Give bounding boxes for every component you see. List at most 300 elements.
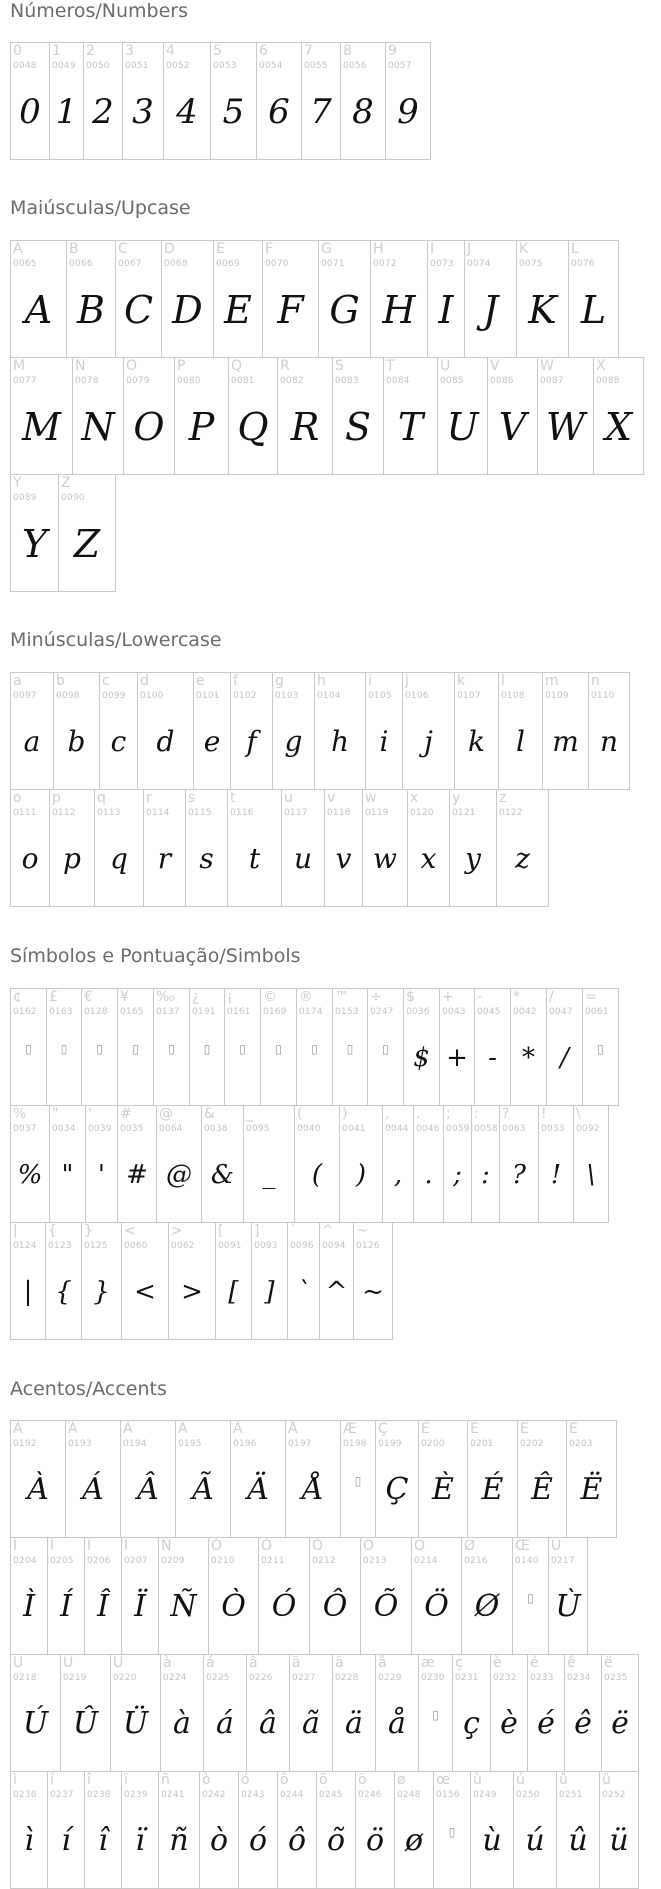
glyph-preview: l <box>516 725 525 758</box>
glyph-preview: 5 <box>222 92 245 132</box>
glyph-code-label: 0251 <box>559 1790 583 1800</box>
glyph-character-label: V <box>490 358 500 374</box>
glyph-preview: k <box>468 725 485 758</box>
glyph-cell <box>251 1222 288 1340</box>
glyph-code-label: 0067 <box>118 259 142 269</box>
glyph-code-label: 0198 <box>343 1439 367 1449</box>
missing-glyph-preview: ▯ <box>60 1042 68 1056</box>
glyph-preview: s <box>199 842 214 875</box>
glyph-preview: ü <box>609 1823 629 1858</box>
glyph-preview: t <box>248 842 261 875</box>
glyph-preview: 3 <box>132 92 154 132</box>
glyph-code-label: 0227 <box>292 1673 316 1683</box>
glyph-character-label: ¥ <box>120 989 129 1005</box>
glyph-cell <box>230 672 273 790</box>
glyph-preview: ] <box>264 1277 275 1307</box>
glyph-code-label: 0074 <box>467 259 491 269</box>
glyph-code-label: 0065 <box>13 259 37 269</box>
glyph-character-label: 4 <box>166 43 175 59</box>
glyph-preview: G <box>329 288 360 332</box>
glyph-character-label: é <box>530 1655 539 1671</box>
glyph-code-label: 0192 <box>13 1439 37 1449</box>
glyph-code-label: 0037 <box>13 1124 37 1134</box>
glyph-character-label: + <box>442 989 454 1005</box>
glyph-preview: $ <box>413 1043 430 1073</box>
glyph-character-label: z <box>499 790 507 806</box>
glyph-code-label: 0048 <box>13 61 37 71</box>
missing-glyph-preview: ▯ <box>597 1042 604 1056</box>
glyph-code-label: 0081 <box>231 376 255 386</box>
glyph-cell <box>72 357 124 475</box>
glyph-cell <box>285 1420 341 1538</box>
glyph-cell <box>117 988 154 1106</box>
glyph-code-label: 0226 <box>249 1673 273 1683</box>
glyph-preview: ø <box>404 1823 424 1858</box>
glyph-code-label: 0034 <box>52 1124 76 1134</box>
glyph-cell <box>407 789 450 907</box>
glyph-character-label: Á <box>68 1421 78 1437</box>
glyph-character-label: s <box>188 790 196 806</box>
glyph-cell <box>175 1420 231 1538</box>
glyph-character-label: û <box>559 1772 568 1788</box>
glyph-code-label: 0058 <box>474 1124 498 1134</box>
glyph-cell <box>542 672 589 790</box>
glyph-cell <box>277 1771 317 1889</box>
glyph-code-label: 0083 <box>335 376 359 386</box>
glyph-code-label: 0202 <box>520 1439 544 1449</box>
glyph-code-label: 0051 <box>125 61 149 71</box>
missing-glyph-preview: ▯ <box>432 1708 439 1722</box>
glyph-preview: Ä <box>247 1472 269 1507</box>
glyph-cell <box>121 1537 159 1655</box>
glyph-code-label: 0094 <box>322 1241 346 1251</box>
glyph-code-label: 0052 <box>166 61 190 71</box>
glyph-preview: ~ <box>362 1277 384 1307</box>
glyph-cell <box>277 357 333 475</box>
glyph-character-label: Ø <box>464 1538 476 1554</box>
glyph-character-label: > <box>171 1223 183 1239</box>
glyph-cell <box>10 672 54 790</box>
glyph-preview: ï <box>135 1823 145 1858</box>
glyph-cell <box>123 357 175 475</box>
glyph-character-label: D <box>164 241 175 257</box>
glyph-preview: I <box>438 288 454 332</box>
glyph-code-label: 0079 <box>126 376 150 386</box>
glyph-code-label: 0038 <box>204 1124 228 1134</box>
glyph-character-label: ó <box>241 1772 250 1788</box>
glyph-character-label: A <box>13 241 23 257</box>
glyph-character-label: Œ <box>515 1538 530 1554</box>
glyph-character-label: c <box>102 673 110 689</box>
glyph-character-label: œ <box>436 1772 451 1788</box>
glyph-character-label: æ <box>421 1655 435 1671</box>
glyph-code-label: 0114 <box>146 808 170 818</box>
glyph-code-label: 0069 <box>216 259 240 269</box>
glyph-cell <box>81 988 118 1106</box>
glyph-character-label: á <box>206 1655 215 1671</box>
glyph-code-label: 0106 <box>405 691 429 701</box>
glyph-code-label: 0247 <box>370 1007 394 1017</box>
glyph-preview: ) <box>355 1160 367 1190</box>
glyph-preview: C <box>123 288 154 332</box>
glyph-character-label: h <box>317 673 326 689</box>
glyph-cell <box>332 357 384 475</box>
glyph-code-label: 0097 <box>13 691 37 701</box>
glyph-cell <box>394 1771 434 1889</box>
glyph-character-label: R <box>280 358 290 374</box>
glyph-cell <box>385 42 431 160</box>
glyph-character-label: ñ <box>161 1772 170 1788</box>
glyph-cell <box>418 1420 468 1538</box>
glyph-cell <box>153 988 190 1106</box>
glyph-character-label: Î <box>87 1538 92 1554</box>
glyph-cell <box>238 1771 278 1889</box>
glyph-character-label: y <box>452 790 461 806</box>
glyph-cell <box>60 1654 111 1772</box>
glyph-code-label: 0219 <box>63 1673 87 1683</box>
glyph-preview: V <box>498 405 527 449</box>
glyph-code-label: 0237 <box>50 1790 74 1800</box>
glyph-character-label: Ç <box>378 1421 388 1437</box>
glyph-character-label: t <box>230 790 236 806</box>
glyph-character-label: ù <box>473 1772 482 1788</box>
glyph-cell <box>49 789 95 907</box>
glyph-character-label: ü <box>602 1772 611 1788</box>
glyph-code-label: 0100 <box>140 691 164 701</box>
glyph-preview: Y <box>21 522 48 566</box>
glyph-code-label: 0104 <box>317 691 341 701</box>
glyph-character-label: Â <box>123 1421 133 1437</box>
glyph-preview: F <box>277 288 304 332</box>
glyph-code-label: 0174 <box>299 1007 323 1017</box>
glyph-cell <box>10 988 47 1106</box>
glyph-character-label: À <box>13 1421 23 1437</box>
glyph-code-label: 0046 <box>416 1124 440 1134</box>
glyph-cell <box>193 672 231 790</box>
missing-glyph-preview: ▯ <box>132 1042 139 1056</box>
glyph-cell <box>402 672 455 790</box>
glyph-code-label: 0165 <box>120 1007 144 1017</box>
glyph-preview: î <box>98 1823 108 1858</box>
glyph-preview: Ê <box>531 1472 553 1507</box>
glyph-code-label: 0211 <box>261 1556 285 1566</box>
glyph-cell <box>10 42 50 160</box>
glyph-code-label: 0091 <box>218 1241 242 1251</box>
glyph-cell <box>10 1537 48 1655</box>
glyph-preview: o <box>21 842 39 875</box>
glyph-preview: 7 <box>310 92 332 132</box>
glyph-cell <box>318 240 371 358</box>
glyph-preview: ò <box>209 1823 229 1858</box>
glyph-preview: õ <box>326 1823 346 1858</box>
glyph-cell <box>413 1105 444 1223</box>
glyph-character-label: L <box>571 241 579 257</box>
glyph-cell <box>10 240 67 358</box>
glyph-character-label: ä <box>335 1655 344 1671</box>
glyph-preview: Í <box>60 1589 72 1624</box>
glyph-character-label: _ <box>246 1106 253 1122</box>
glyph-code-label: 0216 <box>464 1556 488 1566</box>
glyph-cell <box>498 672 543 790</box>
glyph-preview: ì <box>24 1823 34 1858</box>
glyph-preview: À <box>27 1472 49 1507</box>
glyph-preview: Ï <box>134 1589 146 1624</box>
glyph-cell <box>546 988 583 1106</box>
glyph-character-label: H <box>373 241 384 257</box>
glyph-preview: á <box>216 1706 234 1741</box>
glyph-code-label: 0199 <box>378 1439 402 1449</box>
glyph-character-label: l <box>501 673 505 689</box>
glyph-code-label: 0228 <box>335 1673 359 1683</box>
glyph-character-label: à <box>163 1655 172 1671</box>
glyph-code-label: 0112 <box>52 808 76 818</box>
glyph-cell <box>294 1105 340 1223</box>
glyph-code-label: 0043 <box>442 1007 466 1017</box>
glyph-character-label: Ä <box>233 1421 243 1437</box>
glyph-cell <box>160 1654 204 1772</box>
glyph-cell <box>10 1222 46 1340</box>
glyph-code-label: 0250 <box>516 1790 540 1800</box>
glyph-cell <box>548 1537 588 1655</box>
glyph-character-label: S <box>335 358 344 374</box>
glyph-code-label: 0089 <box>13 493 37 503</box>
glyph-preview: 0 <box>19 92 41 132</box>
glyph-character-label: 7 <box>304 43 313 59</box>
glyph-character-label: 8 <box>343 43 352 59</box>
glyph-character-label: b <box>56 673 65 689</box>
glyph-character-label: U <box>440 358 451 374</box>
glyph-character-label: : <box>474 1106 479 1122</box>
glyph-preview: w <box>373 842 397 875</box>
section-title-maiusculas-upcase: Maiúsculas/Upcase <box>10 197 191 219</box>
glyph-cell <box>10 1654 61 1772</box>
glyph-preview: X <box>604 405 633 449</box>
glyph-preview: # <box>126 1160 148 1190</box>
glyph-cell <box>516 240 569 358</box>
glyph-code-label: 0042 <box>513 1007 537 1017</box>
glyph-cell <box>143 789 186 907</box>
glyph-character-label: î <box>87 1772 91 1788</box>
glyph-preview: K <box>528 288 557 332</box>
glyph-preview: @ <box>166 1160 192 1190</box>
glyph-code-label: 0077 <box>13 376 37 386</box>
glyph-cell <box>243 1105 295 1223</box>
glyph-character-label: % <box>13 1106 27 1122</box>
glyph-preview: x <box>420 842 437 875</box>
glyph-character-label: p <box>52 790 61 806</box>
glyph-code-label: 0055 <box>304 61 328 71</box>
glyph-code-label: 0059 <box>446 1124 470 1134</box>
glyph-character-label: < <box>124 1223 136 1239</box>
glyph-preview: J <box>482 288 499 332</box>
glyph-cell <box>601 1654 639 1772</box>
glyph-preview: Û <box>72 1706 99 1741</box>
glyph-code-label: 0196 <box>233 1439 257 1449</box>
glyph-code-label: 0206 <box>87 1556 111 1566</box>
glyph-cell <box>227 789 282 907</box>
glyph-cell <box>215 1222 252 1340</box>
glyph-code-label: 0117 <box>284 808 308 818</box>
glyph-character-label: - <box>477 989 483 1005</box>
glyph-code-label: 0111 <box>13 808 37 818</box>
glyph-code-label: 0047 <box>549 1007 573 1017</box>
glyph-preview: } <box>93 1277 110 1307</box>
glyph-character-label: o <box>13 790 22 806</box>
glyph-preview: n <box>599 725 619 758</box>
glyph-code-label: 0082 <box>280 376 304 386</box>
glyph-code-label: 0093 <box>254 1241 278 1251</box>
glyph-preview: q <box>110 842 128 875</box>
glyph-code-label: 0053 <box>213 61 237 71</box>
glyph-code-label: 0161 <box>227 1007 251 1017</box>
glyph-preview: ` <box>297 1277 310 1307</box>
glyph-preview: ã <box>302 1706 320 1741</box>
glyph-code-label: 0109 <box>545 691 569 701</box>
glyph-preview: W <box>545 405 586 449</box>
glyph-cell <box>564 1654 602 1772</box>
glyph-code-label: 0233 <box>530 1673 554 1683</box>
glyph-cell <box>375 1420 419 1538</box>
glyph-character-label: Z <box>61 475 71 491</box>
glyph-character-label: å <box>378 1655 387 1671</box>
glyph-preview: Ò <box>221 1589 246 1624</box>
section-title-acentos-accents: Acentos/Accents <box>10 1378 167 1400</box>
glyph-code-label: 0241 <box>161 1790 185 1800</box>
glyph-code-label: 0195 <box>178 1439 202 1449</box>
glyph-preview: Ç <box>385 1472 409 1507</box>
glyph-code-label: 0095 <box>246 1124 270 1134</box>
glyph-character-label: Ü <box>113 1655 124 1671</box>
glyph-preview: _ <box>262 1160 276 1190</box>
glyph-character-label: Å <box>288 1421 298 1437</box>
glyph-cell <box>230 1420 286 1538</box>
glyph-cell <box>593 357 644 475</box>
glyph-cell <box>47 1537 85 1655</box>
glyph-preview: T <box>397 405 424 449</box>
glyph-character-label: ( <box>297 1106 303 1122</box>
glyph-preview: i <box>379 725 389 758</box>
glyph-preview: Á <box>82 1472 104 1507</box>
glyph-cell <box>120 1420 176 1538</box>
glyph-code-label: 0080 <box>177 376 201 386</box>
glyph-character-label: # <box>120 1106 132 1122</box>
glyph-code-label: 0204 <box>13 1556 37 1566</box>
section-title-numeros-numbers: Números/Numbers <box>10 0 188 22</box>
glyph-code-label: 0210 <box>211 1556 235 1566</box>
glyph-code-label: 0137 <box>156 1007 180 1017</box>
glyph-code-label: 0086 <box>490 376 514 386</box>
glyph-preview: f <box>246 725 257 758</box>
glyph-preview: a <box>23 725 41 758</box>
glyph-code-label: 0220 <box>113 1673 137 1683</box>
glyph-preview: à <box>173 1706 191 1741</box>
glyph-cell <box>199 1771 239 1889</box>
glyph-preview: ê <box>574 1706 592 1741</box>
glyph-cell <box>487 357 538 475</box>
glyph-cell <box>47 1771 85 1889</box>
glyph-preview: 4 <box>176 92 198 132</box>
glyph-cell <box>272 672 315 790</box>
glyph-cell <box>470 1771 514 1889</box>
glyph-character-label: Ó <box>261 1538 273 1554</box>
glyph-character-label: ^ <box>322 1223 334 1239</box>
glyph-preview: ë <box>611 1706 629 1741</box>
glyph-preview: p <box>63 842 81 875</box>
glyph-preview: g <box>284 725 303 758</box>
glyph-preview: Ñ <box>170 1589 197 1624</box>
glyph-cell <box>573 1105 609 1223</box>
glyph-cell <box>367 988 404 1106</box>
glyph-code-label: 0070 <box>265 259 289 269</box>
glyph-code-label: 0049 <box>52 61 76 71</box>
glyph-preview: & <box>210 1160 235 1190</box>
glyph-preview: - <box>488 1043 497 1073</box>
glyph-cell <box>84 1537 122 1655</box>
glyph-preview: 8 <box>352 92 374 132</box>
missing-glyph-preview: ▯ <box>527 1591 534 1605</box>
glyph-preview: D <box>172 288 203 332</box>
glyph-character-label: / <box>549 989 554 1005</box>
glyph-character-label: ç <box>455 1655 463 1671</box>
glyph-character-label: B <box>69 241 79 257</box>
glyph-cell <box>510 988 547 1106</box>
glyph-code-label: 0225 <box>206 1673 230 1683</box>
glyph-character-label: ã <box>292 1655 301 1671</box>
glyph-cell <box>339 1105 383 1223</box>
glyph-preview: r <box>157 842 172 875</box>
glyph-cell <box>316 1771 356 1889</box>
glyph-code-label: 0245 <box>319 1790 343 1800</box>
glyph-character-label: N <box>75 358 86 374</box>
glyph-preview: < <box>134 1277 156 1307</box>
glyph-character-label: $ <box>406 989 415 1005</box>
glyph-code-label: 0064 <box>159 1124 183 1134</box>
glyph-character-label: = <box>585 989 597 1005</box>
glyph-preview: 9 <box>397 92 419 132</box>
glyph-code-label: 0229 <box>378 1673 402 1683</box>
glyph-preview: " <box>61 1160 74 1190</box>
glyph-cell <box>370 240 428 358</box>
glyph-code-label: 0249 <box>473 1790 497 1800</box>
glyph-code-label: 0232 <box>493 1673 517 1683</box>
glyph-character-label: É <box>470 1421 479 1437</box>
glyph-code-label: 0191 <box>192 1007 216 1017</box>
glyph-code-label: 0087 <box>540 376 564 386</box>
glyph-preview: > <box>181 1277 203 1307</box>
glyph-cell <box>287 1222 320 1340</box>
glyph-character-label: © <box>263 989 277 1005</box>
glyph-preview: A <box>24 288 53 332</box>
glyph-cell <box>10 1771 48 1889</box>
glyph-preview: ^ <box>325 1277 348 1307</box>
glyph-code-label: 0243 <box>241 1790 265 1800</box>
glyph-character-label: @ <box>159 1106 173 1122</box>
glyph-character-label: ¿ <box>192 989 200 1005</box>
glyph-character-label: i <box>368 673 372 689</box>
glyph-cell <box>158 1537 209 1655</box>
glyph-cell <box>115 240 162 358</box>
glyph-preview: M <box>22 405 61 449</box>
glyph-preview: Î <box>97 1589 109 1624</box>
section-title-minusculas-lowercase: Minúsculas/Lowercase <box>10 629 222 651</box>
glyph-code-label: 0036 <box>406 1007 430 1017</box>
glyph-cell <box>85 1105 118 1223</box>
glyph-character-label: v <box>327 790 336 806</box>
glyph-cell <box>340 1420 376 1538</box>
glyph-code-label: 0061 <box>585 1007 609 1017</box>
glyph-preview: O <box>133 405 165 449</box>
missing-glyph-preview: ▯ <box>311 1042 318 1056</box>
